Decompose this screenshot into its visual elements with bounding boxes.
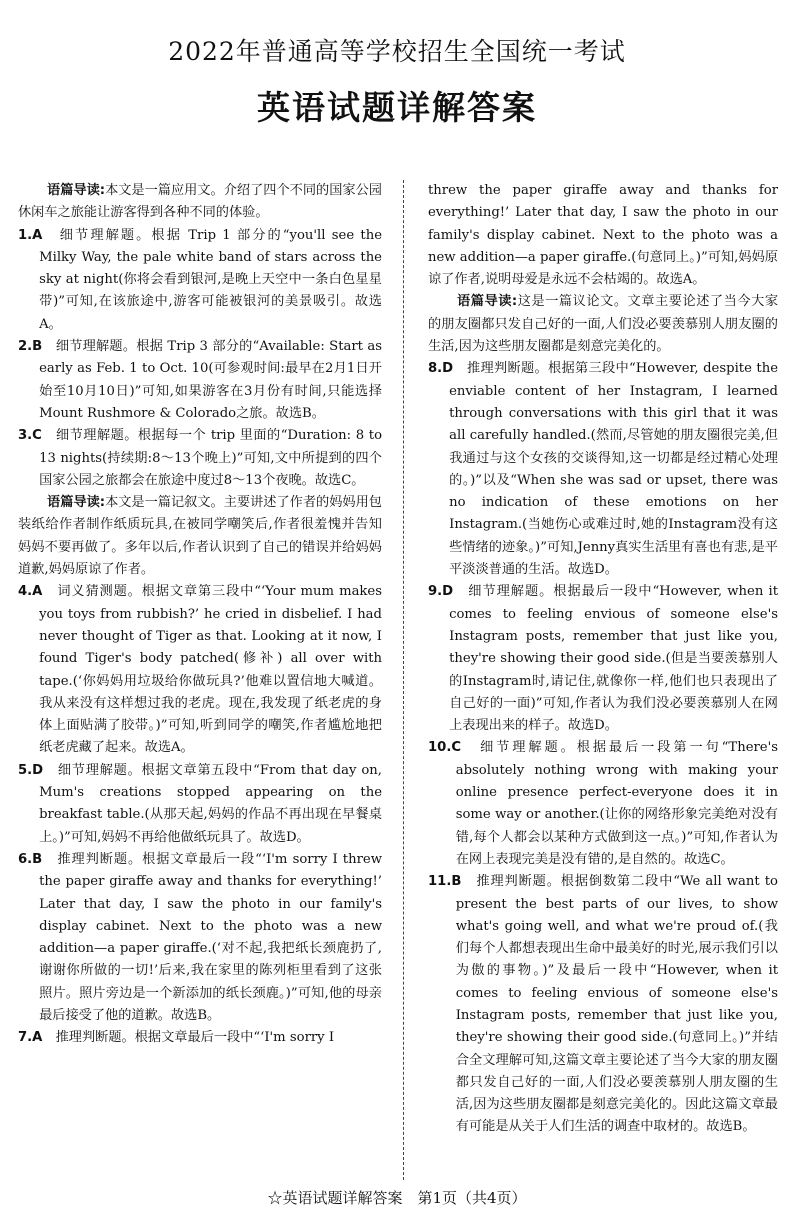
answer-explanation: 推理判断题。根据第三段中“However, despite the enviable content of her Instagram, I learned through conversations with this girl that it was all carefully handled.(然而,尽管她的朋友圈很完美,但我通过与这个女孩的交谈得知,这一切都是经过精心处理的。)”以及“When she was sad or upset, there was no indication of these emotions on her Instagram.(当她伤心或难过时,她的Instagram没有这些情绪的迹象。)”可知,Jenny真实生活里有喜也有悲,是平平淡淡普通的生活。故选D。	[449, 361, 778, 578]
page-footer: ☆英语试题详解答案 第1页（共4页）	[267, 1189, 527, 1207]
exam-title: 2022年普通高等学校招生全国统一考试	[168, 37, 626, 66]
answer-number: 7.A	[18, 1030, 43, 1046]
passage-intro	[18, 492, 382, 581]
answer-explanation: 细节理解题。根据 Trip 3 部分的“Available: Start as early as Feb. 1 to Oct. 10(可参观时间:最早在2月1日开始至10月10日)”可知,如果游客在3月份有时间,只能选择 Mount Rushmore & Colorado之旅。故选B。	[39, 339, 382, 421]
continued-text: threw the paper giraffe away and thanks for everything!’ Later that day, I saw the photo in our family's display cabinet. Next to the photo was a new addition—a paper giraffe.(句意同上。)”可知,妈妈原谅了作者,说明母爱是永远不会枯竭的。故选A。	[428, 183, 778, 288]
passage-intro	[428, 291, 778, 358]
answer-number: 10.C	[428, 740, 462, 756]
answer-item	[428, 871, 778, 1139]
answer-explanation: 推理判断题。根据倒数第二段中“We all want to present the best parts of our lives, to show what's going well, and what we're proud of.(我们每个人都想表现出生命中最美好的时光,展示我们引以为傲的事物。)”及最后一段中“However, when it comes to feeling envious of someone else's Instagram posts, remember that just like you, they're showing their good side.(句意同上。)”并结合全文理解可知,这篇文章主要论述了当今大家的朋友圈都只发自己好的一面,人们没必要羡慕别人朋友圈的生活,因为这些朋友圈都是刻意完美化的。因此这篇文章最有可能是从关于人们生活的调查中取材的。故选B。	[455, 874, 778, 1135]
answer-number: 8.D	[428, 361, 454, 377]
answer-item	[18, 225, 382, 336]
passage-intro	[18, 180, 382, 225]
document-title: 英语试题详解答案	[257, 88, 537, 127]
intro-text: 这是一篇议论文。文章主要论述了当今大家的朋友圈都只发自己好的一面,人们没必要羡慕别人朋友圈的生活,因为这些朋友圈都是刻意完美化的。	[428, 294, 778, 355]
answer-explanation: 细节理解题。根据最后一段中“However, when it comes to feeling envious of someone else's Instagram posts, remember that just like you, they're showing their good side.(但是当要羡慕别人的Instagram时,请记住,就像你一样,他们也只表现出了自己好的一面)”可知,作者认为我们没必要羡慕别人在网上表现出来的样子。故选D。	[449, 584, 778, 734]
answer-item	[428, 581, 778, 737]
page-header	[0, 32, 794, 129]
answer-number: 5.D	[18, 762, 44, 778]
answer-number: 11.B	[428, 874, 462, 890]
answer-item	[428, 737, 778, 871]
answer-item	[18, 581, 382, 759]
answer-explanation: 词义猜测题。根据文章第三段中“‘Your mum makes you toys from rubbish?’ he cried in disbelief. I had never thought of Tiger as that. Looking at it now, I found Tiger's body patched(修补) all over with tape.(‘你妈妈用垃圾给你做玩具?’他难以置信地大喊道。我从来没有这样想过我的老虎。现在,我发现了纸老虎的身体上面贴满了胶带。)”可知,听到同学的嘲笑,作者尴尬地把纸老虎藏了起来。故选A。	[39, 584, 382, 756]
answer-number: 2.B	[18, 339, 43, 355]
intro-label: 语篇导读:	[47, 183, 106, 198]
answer-number: 1.A	[18, 227, 43, 243]
right-column	[428, 180, 778, 1184]
answer-item	[18, 760, 382, 849]
answer-item	[18, 1027, 382, 1049]
answer-number: 3.C	[18, 428, 42, 444]
answer-item	[18, 849, 382, 1027]
answer-explanation: 推理判断题。根据文章最后一段中“‘I'm sorry I	[55, 1030, 335, 1046]
intro-text: 本文是一篇应用文。介绍了四个不同的国家公园休闲车之旅能让游客得到各种不同的体验。	[18, 183, 382, 221]
answer-number: 9.D	[428, 584, 454, 600]
column-divider	[403, 180, 404, 1180]
left-column	[18, 180, 382, 1184]
answer-item	[18, 425, 382, 492]
answer-item	[428, 358, 778, 581]
intro-text: 本文是一篇记叙文。主要讲述了作者的妈妈用包装纸给作者制作纸质玩具,在被同学嘲笑后,作者很羞愧并告知妈妈不要再做了。多年以后,作者认识到了自己的错误并给妈妈道歉,妈妈原谅了作者。	[18, 495, 382, 578]
answer-explanation: 细节理解题。根据最后一段第一句“There's absolutely nothing wrong with making your online presence perfect-everyone does it in some way or another.(让你的网络形象完美绝对没有错,每个人都会以某种方式做到这一点。)”可知,作者认为在网上表现完美是没有错的,是自然的。故选C。	[455, 740, 778, 867]
answer-number: 6.B	[18, 851, 43, 867]
answer-explanation: 推理判断题。根据文章最后一段“‘I'm sorry I threw the paper giraffe away and thanks for everything!’ Later that day, I saw the photo in our family's display cabinet. Next to the photo was a new addition—a paper giraffe.(‘对不起,我把纸长颈鹿扔了,谢谢你所做的一切!’后来,我在家里的陈列柜里看到了这张照片。照片旁边是一个新添加的纸长颈鹿。)”可知,他的母亲最后接受了他的道歉。故选B。	[39, 851, 382, 1023]
intro-label: 语篇导读:	[457, 294, 518, 310]
answer-explanation: 细节理解题。根据每一个 trip 里面的“Duration: 8 to 13 nights(持续期:8～13个晚上)”可知,文中所提到的四个国家公园之旅都会在旅途中度过8～13个夜晚。故选C。	[39, 428, 382, 488]
answer-explanation: 细节理解题。根据文章第五段中“From that day on, Mum's creations stopped appearing on the breakfast table.(从那天起,妈妈的作品不再出现在早餐桌上。)”可知,妈妈不再给他做纸玩具了。故选D。	[39, 762, 382, 845]
answer-explanation: 细节理解题。根据 Trip 1 部分的“you'll see the Milky Way, the pale white band of stars across the sky at night(你将会看到银河,是晚上天空中一条白色星星带)”可知,在该旅途中,游客可能被银河的美景吸引。故选A。	[39, 227, 382, 332]
answer-item	[18, 336, 382, 425]
intro-label: 语篇导读:	[47, 495, 106, 511]
answer-number: 4.A	[18, 584, 43, 600]
